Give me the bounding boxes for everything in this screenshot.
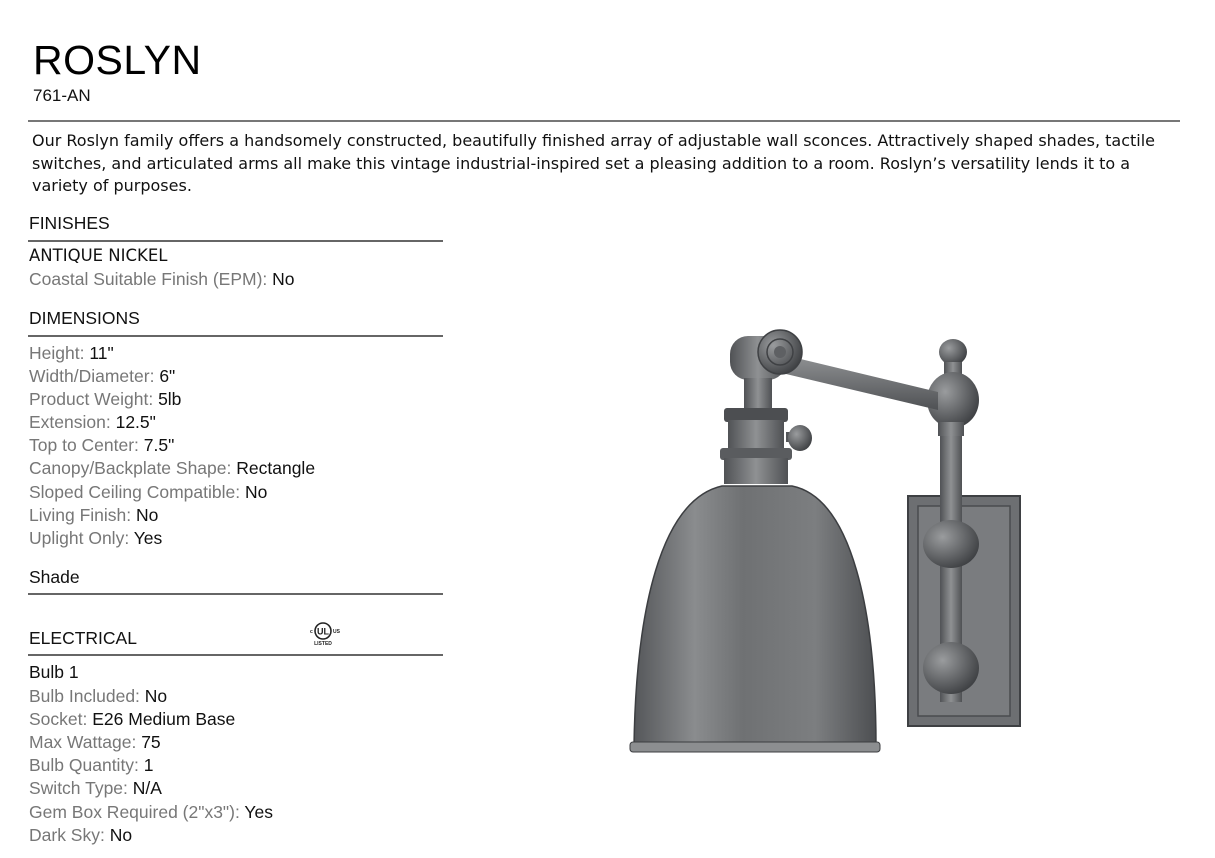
spec-value: No (244, 482, 268, 502)
spec-label: Uplight Only: (29, 528, 130, 548)
shade-divider (28, 593, 443, 595)
spec-value: 7.5" (143, 435, 175, 455)
shade-heading: Shade (29, 567, 80, 587)
header-divider (28, 120, 1180, 122)
spec-row-backplate-shape (29, 457, 315, 479)
description-line: switches, and articulated arms all make this vintage industrial-inspired set a pleasing addition to a room. Roslyn’s versatility lends it to a (32, 153, 1131, 173)
svg-text:UL: UL (317, 626, 329, 637)
description-line: Our Roslyn family offers a handsomely constructed, beautifully finished array of adjustable wall sconces. Attractively shaped shades, tactile (32, 131, 1156, 150)
spec-row-height (29, 342, 114, 364)
spec-value: No (272, 269, 295, 289)
svg-text:LISTED: LISTED (314, 641, 332, 647)
spec-label: Bulb Included: (29, 686, 140, 706)
spec-value: No (109, 825, 133, 845)
spec-value: 12.5" (115, 412, 156, 432)
spec-value: N/A (132, 778, 162, 798)
product-sku: 761-AN (33, 86, 91, 105)
spec-value: 6" (159, 366, 176, 386)
spec-value: E26 Medium Base (92, 709, 236, 729)
spec-row-uplight-only (29, 527, 162, 549)
spec-value: 5lb (158, 389, 182, 409)
description-line: variety of purposes. (32, 176, 192, 195)
spec-label: Product Weight: (29, 389, 154, 409)
product-description (32, 130, 1182, 198)
spec-row-bulb-included (29, 685, 167, 707)
spec-row-dark-sky (29, 824, 132, 846)
spec-row-max-wattage (29, 731, 161, 753)
spec-row-switch-type (29, 777, 162, 799)
spec-label: Height: (29, 343, 85, 363)
spec-row-width (29, 365, 175, 387)
spec-row-socket (29, 708, 235, 730)
spec-label: Top to Center: (29, 435, 139, 455)
spec-value: Yes (133, 528, 163, 548)
spec-row-sloped-ceiling (29, 481, 267, 503)
spec-label: Extension: (29, 412, 111, 432)
spec-value: No (144, 686, 168, 706)
spec-label: Coastal Suitable Finish (EPM): (29, 269, 268, 289)
spec-label: Canopy/Backplate Shape: (29, 458, 232, 478)
spec-value: 11" (89, 343, 114, 363)
svg-text:US: US (333, 629, 340, 635)
finishes-divider (28, 240, 443, 242)
spec-row-weight (29, 388, 181, 410)
spec-value: Yes (244, 802, 273, 822)
spec-row-gem-box (29, 801, 273, 823)
dimensions-heading: DIMENSIONS (29, 308, 140, 328)
spec-row-top-to-center (29, 434, 174, 456)
product-title: ROSLYN (33, 37, 202, 83)
electrical-divider (28, 654, 443, 656)
spec-value: Rectangle (236, 458, 316, 478)
spec-value: 75 (141, 732, 161, 752)
spec-value: 1 (143, 755, 154, 775)
spec-label: Living Finish: (29, 505, 132, 525)
spec-label: Dark Sky: (29, 825, 105, 845)
spec-label: Max Wattage: (29, 732, 137, 752)
finishes-heading: FINISHES (29, 213, 110, 233)
spec-row-bulb-quantity (29, 754, 154, 776)
spec-label: Socket: (29, 709, 88, 729)
spec-row-extension (29, 411, 156, 433)
spec-label: Sloped Ceiling Compatible: (29, 482, 241, 502)
spec-value: No (136, 505, 159, 525)
dimensions-divider (28, 335, 443, 337)
svg-text:c: c (310, 629, 313, 635)
spec-label: Gem Box Required (2"x3"): (29, 802, 240, 822)
spec-row-living-finish (29, 504, 158, 526)
coastal-finish-row (29, 268, 295, 290)
spec-label: Width/Diameter: (29, 366, 155, 386)
ul-listed-icon (306, 620, 344, 648)
finish-name: ANTIQUE NICKEL (29, 246, 168, 265)
spec-label: Bulb Quantity: (29, 755, 139, 775)
product-image-wall-sconce (620, 322, 1030, 762)
electrical-heading: ELECTRICAL (29, 628, 137, 648)
bulb-heading: Bulb 1 (29, 662, 79, 682)
spec-label: Switch Type: (29, 778, 128, 798)
